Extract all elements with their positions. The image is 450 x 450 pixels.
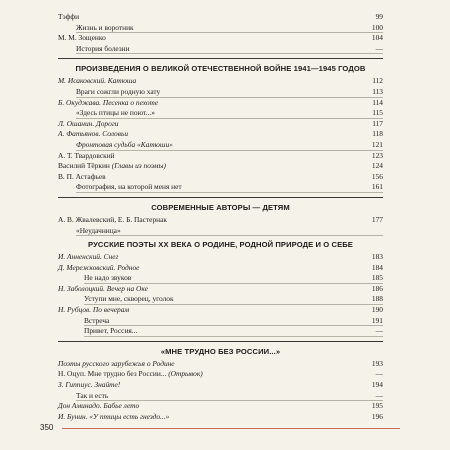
toc-entry-title — [58, 98, 158, 109]
toc-entry-page: 118 — [372, 129, 383, 139]
toc-entry — [58, 129, 383, 140]
section-heading-no-russia: «МНЕ ТРУДНО БЕЗ РОССИИ...» — [58, 341, 383, 357]
toc-entry-title — [58, 401, 139, 412]
toc-entry-title-text: История болезни — [76, 43, 130, 53]
page-footer — [40, 423, 400, 435]
toc-group-modern — [58, 215, 383, 236]
toc-entry — [58, 182, 383, 193]
toc-entry — [58, 391, 383, 402]
toc-entry — [58, 87, 383, 98]
toc-entry-title — [58, 119, 118, 130]
toc-group-top — [58, 12, 383, 54]
toc-entry-title-text: Н. Рубцов. По вечерам — [58, 305, 130, 315]
toc-entry-title — [58, 161, 166, 172]
toc-entry-title — [58, 284, 148, 295]
toc-entry-page: 156 — [371, 171, 383, 181]
toc-entry — [58, 140, 383, 151]
toc-entry-title-text: Д. Мережковский. Родное — [58, 262, 140, 272]
toc-entry-title-text: М. Исаковский. Катюша — [58, 76, 137, 86]
toc-entry-title-text: Б. Окуджава. Песенка о пехоте — [58, 97, 159, 107]
toc-entry-title — [58, 412, 169, 423]
toc-entry-title-text: Н. Заболоцкий. Вечер на Оке — [58, 283, 148, 293]
toc-entry-title-text: А. В. Жвалевский, Е. Б. Пастернак — [58, 214, 167, 224]
toc-entry-page: 194 — [371, 380, 383, 390]
section-heading-war: ПРОИЗВЕДЕНИЯ О ВЕЛИКОЙ ОТЕЧЕСТВЕННОЙ ВОЙНЕ 1941—1945 ГОДОВ — [58, 58, 383, 74]
section-heading-poets: РУССКИЕ ПОЭТЫ XX ВЕКА О РОДИНЕ, РОДНОЙ ПРИРОДЕ И О СЕБЕ — [88, 240, 353, 250]
section-heading-modern: СОВРЕМЕННЫЕ АВТОРЫ — ДЕТЯМ — [58, 197, 383, 213]
toc-entry-page: 161 — [371, 182, 383, 192]
toc-entry-title — [58, 380, 120, 391]
toc-entry — [58, 226, 383, 237]
footer-divider — [62, 428, 400, 429]
toc-entry-title — [58, 129, 128, 140]
toc-entry — [58, 23, 383, 34]
toc-entry-page: 196 — [371, 411, 383, 421]
toc-entry — [58, 33, 383, 44]
toc-entry-title-text: Фотография, на которой меня нет — [76, 182, 182, 192]
toc-entry-title — [58, 369, 203, 380]
toc-entry-page: 123 — [371, 150, 383, 160]
toc-entry-title — [58, 263, 139, 274]
toc-entry-title-text: Враги сожгли родную хату — [76, 86, 161, 96]
toc-entry-rule — [76, 192, 383, 193]
toc-entry-title-text: А. Фатьянов. Соловьи — [58, 129, 129, 139]
toc-entry-page: 184 — [371, 262, 383, 272]
toc-entry-title-text: Василий Тёркин — [58, 161, 110, 171]
toc-entry — [58, 108, 383, 119]
toc-entry-title-text: Встреча — [84, 315, 110, 325]
toc-entry-page: 186 — [371, 283, 383, 293]
toc-entry-title-text: И. Анненский. Снег — [58, 252, 119, 262]
toc-entry-title-text: «Здесь птицы не поют...» — [76, 108, 155, 118]
toc-entry-title-text: Н. Оцуп. Мне трудно без России... — [58, 369, 167, 379]
toc-entry-rule — [76, 235, 383, 236]
toc-entry-page: 113 — [372, 86, 383, 96]
toc-entry — [58, 359, 383, 370]
toc-entry-page: 104 — [371, 33, 383, 43]
toc-entry — [58, 369, 383, 380]
toc-entry-page: 191 — [371, 315, 383, 325]
table-of-contents — [58, 12, 383, 422]
toc-entry-title-text: Тэффи — [58, 12, 80, 21]
toc-entry-title-text: А. Т. Твардовский — [58, 150, 115, 160]
toc-entry-title — [58, 151, 115, 162]
toc-group-no-russia — [58, 359, 383, 423]
toc-group-war — [58, 76, 383, 193]
toc-entry — [58, 294, 383, 305]
toc-entry-title — [58, 12, 79, 23]
toc-entry — [58, 252, 383, 263]
toc-entry — [58, 161, 383, 172]
toc-entry-page: — — [375, 390, 383, 400]
toc-entry — [58, 12, 383, 23]
toc-entry — [58, 44, 383, 55]
toc-entry-subtitle: (Главы из поэмы) — [109, 161, 166, 171]
toc-entry — [58, 401, 383, 412]
toc-entry-page: 100 — [371, 22, 383, 32]
toc-entry — [58, 412, 383, 423]
toc-entry-title-text: Жизнь и воротник — [76, 22, 134, 32]
toc-entry-page: 190 — [371, 305, 383, 315]
toc-entry-title-text: «Неудачница» — [76, 225, 121, 235]
toc-entry-rule — [76, 53, 383, 54]
toc-entry — [58, 305, 383, 316]
toc-entry-title-text: Привет, Россия... — [84, 326, 138, 336]
toc-entry-page: 115 — [372, 108, 383, 118]
toc-entry-page: 112 — [372, 76, 383, 86]
toc-entry-title — [58, 359, 175, 370]
toc-entry-title-text: Уступи мне, скворец, уголок — [84, 294, 174, 304]
toc-entry-page: 121 — [371, 139, 383, 149]
toc-entry — [58, 76, 383, 87]
toc-entry-title-text: М. М. Зощенко — [58, 33, 106, 43]
toc-entry-title-text: Л. Ошанин. Дороги — [58, 118, 119, 128]
toc-entry-page: 177 — [371, 214, 383, 224]
toc-entry — [58, 316, 383, 327]
toc-entry-title-text: Не надо звуков — [84, 273, 132, 283]
toc-entry-title — [58, 172, 106, 183]
toc-entry-page: 99 — [375, 12, 383, 21]
toc-entry-page: — — [375, 43, 383, 53]
toc-entry-title — [58, 305, 129, 316]
toc-entry-title-text: З. Гиппиус. Знайте! — [58, 380, 121, 390]
toc-entry-page: 124 — [371, 161, 383, 171]
toc-entry-title — [58, 215, 167, 226]
toc-entry-title-text: И. Бунин. «У птицы есть гнездо...» — [58, 411, 170, 421]
toc-entry — [58, 273, 383, 284]
toc-entry — [58, 326, 383, 337]
toc-entry-page: 114 — [372, 97, 383, 107]
toc-entry-title — [58, 33, 106, 44]
toc-entry-page: 183 — [371, 252, 383, 262]
toc-entry-title-text: Дон Аминадо. Бабье лето — [58, 401, 140, 411]
toc-entry — [58, 284, 383, 295]
toc-entry — [58, 119, 383, 130]
toc-entry — [58, 98, 383, 109]
toc-entry-page: 185 — [371, 273, 383, 283]
toc-entry-title-text: Так и есть — [76, 390, 109, 400]
toc-entry-title-text: Поэты русского зарубежья о Родине — [58, 358, 175, 368]
page-number: 350 — [40, 423, 54, 432]
toc-entry-title — [58, 252, 118, 263]
toc-entry-subtitle: (Отрывок) — [166, 369, 203, 379]
toc-entry-page: 188 — [371, 294, 383, 304]
toc-entry-rule — [84, 336, 383, 337]
toc-entry-page: — — [375, 326, 383, 336]
toc-entry-page: 193 — [371, 358, 383, 368]
toc-entry — [58, 380, 383, 391]
toc-entry-page: — — [375, 369, 383, 379]
toc-entry — [58, 151, 383, 162]
toc-entry — [58, 215, 383, 226]
toc-entry — [58, 263, 383, 274]
toc-entry-page: 195 — [371, 401, 383, 411]
toc-entry-title-text: В. П. Астафьев — [58, 171, 106, 181]
toc-entry-title-text: Фронтовая судьба «Катюши» — [76, 139, 173, 149]
toc-entry — [58, 172, 383, 183]
toc-entry-page: 117 — [372, 118, 383, 128]
toc-group-poets — [58, 252, 383, 337]
toc-entry-title — [58, 76, 136, 87]
